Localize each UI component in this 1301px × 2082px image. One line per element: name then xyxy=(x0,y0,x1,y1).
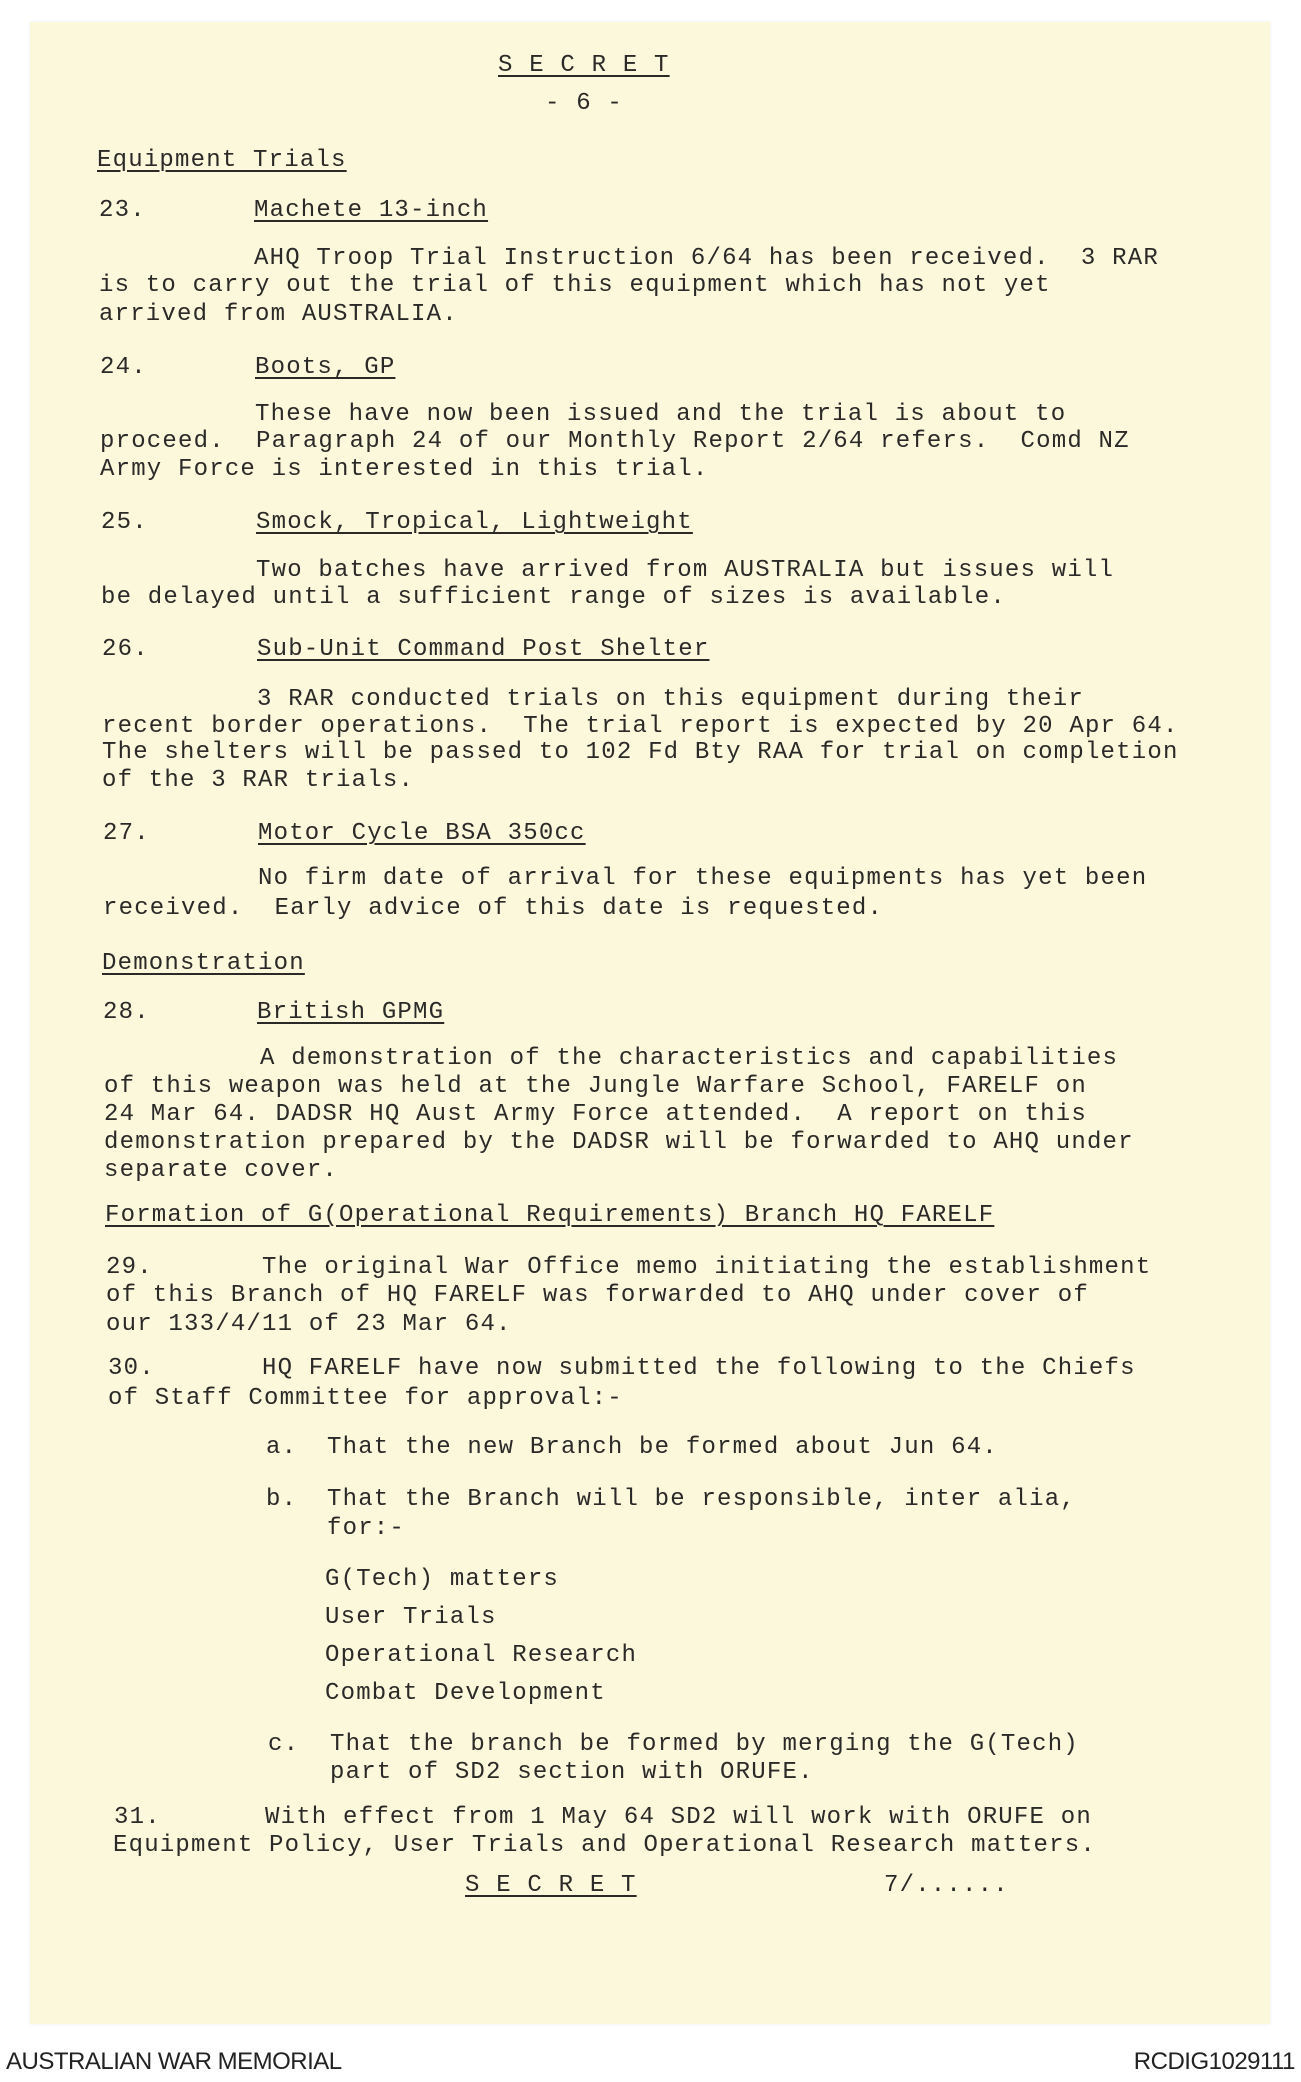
paragraph-line: 24 Mar 64. DADSR HQ Aust Army Force attended. A report on this xyxy=(104,1101,1087,1128)
paragraph-line: of the 3 RAR trials. xyxy=(102,767,415,794)
paragraph-number: 27. xyxy=(103,820,150,847)
paragraph-line: received. Early advice of this date is requested. xyxy=(103,895,884,922)
paragraph-line: recent border operations. The trial report is expected by 20 Apr 64. xyxy=(102,713,1179,740)
paragraph-line: separate cover. xyxy=(104,1157,339,1184)
paragraph-line: 3 RAR conducted trials on this equipment during their xyxy=(257,686,1084,713)
paragraph-number: 30. xyxy=(108,1355,155,1382)
paragraph-number: 23. xyxy=(99,197,146,224)
paragraph-line: of Staff Committee for approval:- xyxy=(108,1385,623,1412)
paragraph-title: Sub-Unit Command Post Shelter xyxy=(257,636,710,663)
paragraph-line: be delayed until a sufficient range of sizes is available. xyxy=(101,584,1006,611)
subitem-line: That the new Branch be formed about Jun 64. xyxy=(327,1434,998,1461)
list-item: G(Tech) matters xyxy=(325,1566,560,1593)
paragraph-title: Motor Cycle BSA 350cc xyxy=(258,820,586,847)
classification-footer: S E C R E T xyxy=(465,1872,637,1899)
paragraph-line: With effect from 1 May 64 SD2 will work with ORUFE on xyxy=(265,1804,1092,1831)
paragraph-line: Two batches have arrived from AUSTRALIA but issues will xyxy=(256,557,1115,584)
archive-item-id: RCDIG1029111 xyxy=(1133,2048,1295,2075)
paragraph-line: A demonstration of the characteristics and capabilities xyxy=(260,1045,1119,1072)
section-heading: Formation of G(Operational Requirements) Branch HQ FARELF xyxy=(105,1202,995,1229)
subitem-line: for:- xyxy=(327,1515,406,1542)
paragraph-line: Equipment Policy, User Trials and Operational Research matters. xyxy=(113,1832,1096,1859)
subitem-line: part of SD2 section with ORUFE. xyxy=(330,1759,814,1786)
paragraph-title: Smock, Tropical, Lightweight xyxy=(256,509,693,536)
paragraph-line: Army Force is interested in this trial. xyxy=(100,456,709,483)
archive-institution: AUSTRALIAN WAR MEMORIAL xyxy=(6,2048,342,2075)
subitem-letter: a. xyxy=(266,1434,298,1461)
list-item: Operational Research xyxy=(325,1642,638,1669)
paragraph-line: proceed. Paragraph 24 of our Monthly Report 2/64 refers. Comd NZ xyxy=(100,428,1130,455)
paragraph-number: 29. xyxy=(106,1254,153,1281)
paragraph-line: our 133/4/11 of 23 Mar 64. xyxy=(106,1311,512,1338)
section-heading: Equipment Trials xyxy=(97,147,347,174)
paragraph-line: AHQ Troop Trial Instruction 6/64 has been received. 3 RAR xyxy=(254,245,1159,272)
paragraph-line: of this weapon was held at the Jungle Warfare School, FARELF on xyxy=(104,1073,1087,1100)
paragraph-line: The shelters will be passed to 102 Fd Bty RAA for trial on completion xyxy=(102,739,1179,766)
list-item: Combat Development xyxy=(325,1680,606,1707)
list-item: User Trials xyxy=(325,1604,497,1631)
paragraph-number: 24. xyxy=(100,354,147,381)
classification-header: S E C R E T xyxy=(498,52,670,79)
continuation-marker: 7/...... xyxy=(884,1872,1009,1899)
subitem-line: That the branch be formed by merging the G(Tech) xyxy=(330,1731,1079,1758)
paragraph-line: arrived from AUSTRALIA. xyxy=(99,301,458,328)
subitem-line: That the Branch will be responsible, inter alia, xyxy=(327,1486,1076,1513)
paragraph-number: 28. xyxy=(103,999,150,1026)
subitem-letter: c. xyxy=(268,1731,300,1758)
paragraph-line: is to carry out the trial of this equipment which has not yet xyxy=(99,272,1051,299)
paragraph-title: Boots, GP xyxy=(255,354,396,381)
paragraph-line: No firm date of arrival for these equipments has yet been xyxy=(258,865,1148,892)
paragraph-line: demonstration prepared by the DADSR will be forwarded to AHQ under xyxy=(104,1129,1134,1156)
paragraph-line: HQ FARELF have now submitted the following to the Chiefs xyxy=(262,1355,1136,1382)
paragraph-number: 26. xyxy=(102,636,149,663)
paragraph-number: 31. xyxy=(114,1804,161,1831)
page-number: - 6 - xyxy=(545,90,624,117)
paragraph-line: These have now been issued and the trial is about to xyxy=(255,401,1067,428)
subitem-letter: b. xyxy=(266,1486,298,1513)
section-heading: Demonstration xyxy=(102,950,305,977)
paragraph-title: British GPMG xyxy=(257,999,445,1026)
paragraph-line: of this Branch of HQ FARELF was forwarded to AHQ under cover of xyxy=(106,1282,1089,1309)
paragraph-line: The original War Office memo initiating the establishment xyxy=(262,1254,1152,1281)
paragraph-number: 25. xyxy=(101,509,148,536)
paragraph-title: Machete 13-inch xyxy=(254,197,489,224)
